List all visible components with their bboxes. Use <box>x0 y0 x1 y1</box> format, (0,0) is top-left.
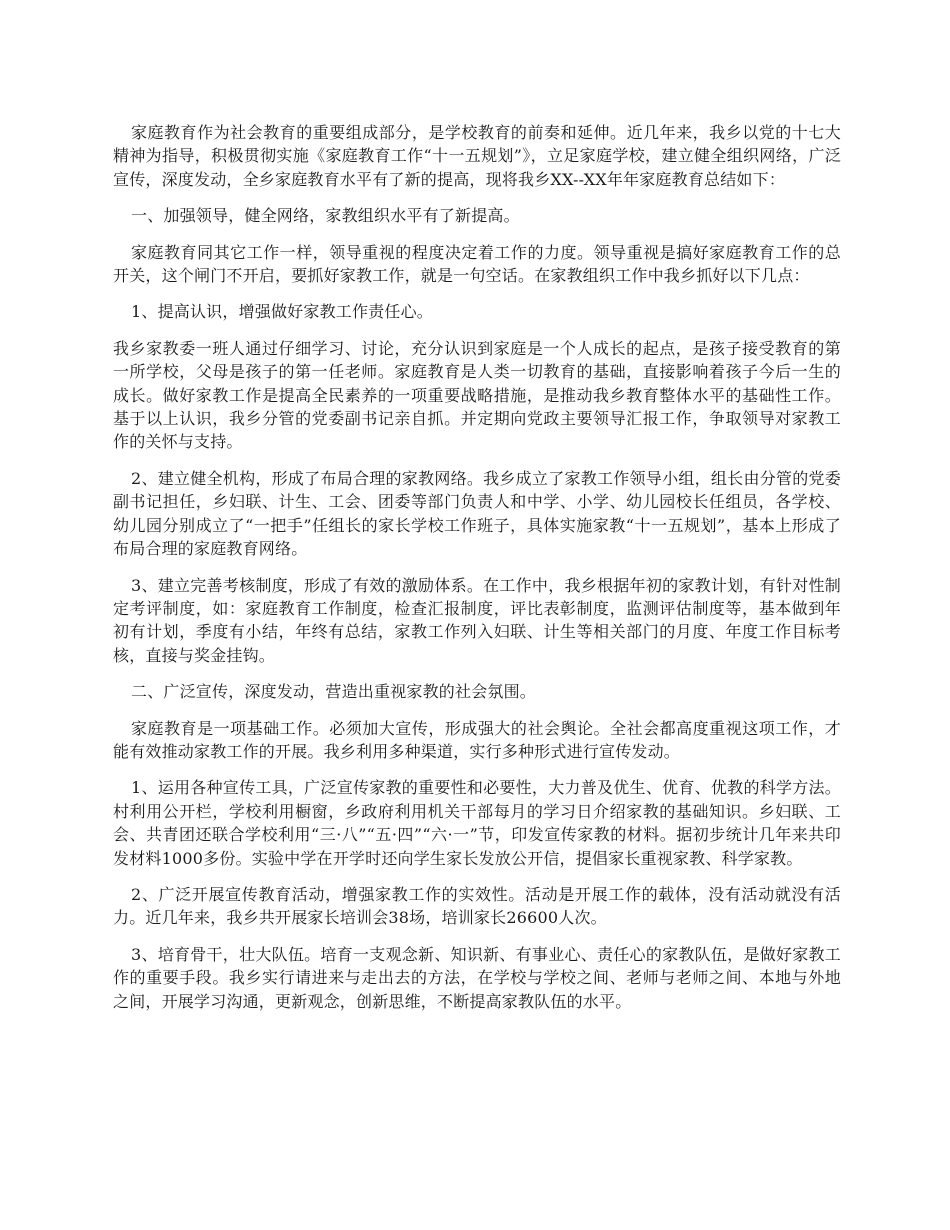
paragraph-intro: 家庭教育作为社会教育的重要组成部分，是学校教育的前奏和延伸。近几年来，我乡以党的十七大精神为指导，积极贯彻实施《家庭教育工作“十一五规划”》，立足家庭学校，建立健全组织网络，广泛宣传，深度发动，全乡家庭教育水平有了新的提高，现将我乡XX--XX年年家庭教育总结如下： <box>113 123 841 189</box>
document-body <box>113 121 841 1026</box>
paragraph-leadership: 家庭教育同其它工作一样，领导重视的程度决定着工作的力度。领导重视是搞好家庭教育工作的总开关，这个闸门不开启，要抓好家教工作，就是一句空话。在家教组织工作中我乡抓好以下几点： <box>113 242 841 286</box>
paragraph-awareness: 我乡家教委一班人通过仔细学习、讨论，充分认识到家庭是一个人成长的起点，是孩子接受教育的第一所学校，父母是孩子的第一任老师。家庭教育是人类一切教育的基础，直接影响着孩子今后一生的成长。做好家教工作是提高全民素养的一项重要战略措施，是推动我乡教育整体水平的基础性工作。基于以上认识，我乡分管的党委副书记亲自抓。并定期向党政主要领导汇报工作，争取领导对家教工作的关怀与支持。 <box>113 338 841 452</box>
paragraph-publicity: 家庭教育是一项基础工作。必须加大宣传，形成强大的社会舆论。全社会都高度重视这项工作，才能有效推动家教工作的开展。我乡利用多种渠道，实行多种形式进行宣传发动。 <box>113 718 841 761</box>
paragraph-assessment: 3、建立完善考核制度，形成了有效的激励体系。在工作中，我乡根据年初的家教计划，有针对性制定考评制度，如：家庭教育工作制度，检查汇报制度，评比表彰制度，监测评估制度等，基本做到年初有计划，季度有小结，年终有总结，家教工作列入妇联、计生等相关部门的月度、年度工作目标考核，直接与奖金挂钩。 <box>113 575 841 665</box>
paragraph-team: 3、培育骨干，壮大队伍。培育一支观念新、知识新、有事业心、责任心的家教队伍，是做好家教工作的重要手段。我乡实行请进来与走出去的方法，在学校与学校之间、老师与老师之间、本地与外地之间，开展学习沟通，更新观念，创新思维，不断提高家教队伍的水平。 <box>113 944 841 1011</box>
subheading-1-1: 1、提高认识，增强做好家教工作责任心。 <box>131 302 433 322</box>
section-heading-1: 一、加强领导，健全网络，家教组织水平有了新提高。 <box>131 206 520 226</box>
paragraph-organization: 2、建立健全机构，形成了布局合理的家教网络。我乡成立了家教工作领导小组，组长由分管的党委副书记担任，乡妇联、计生、工会、团委等部门负责人和中学、小学、幼儿园校长任组员，各学校、幼儿园分别成立了“一把手”任组长的家长学校工作班子，具体实施家教“十一五规划”，基本上形成了布局合理的家庭教育网络。 <box>113 468 841 559</box>
section-heading-2: 二、广泛宣传，深度发动，营造出重视家教的社会氛围。 <box>131 682 537 702</box>
paragraph-activities: 2、广泛开展宣传教育活动，增强家教工作的实效性。活动是开展工作的载体，没有活动就没有活力。近几年来，我乡共开展家长培训会38场，培训家长26600人次。 <box>113 884 841 928</box>
paragraph-tools: 1、运用各种宣传工具，广泛宣传家教的重要性和必要性，大力普及优生、优育、优教的科学方法。村利用公开栏，学校利用橱窗，乡政府利用机关干部每月的学习日介绍家教的基础知识。乡妇联、工会、共青团还联合学校利用“三·八”“五·四”“六·一”节，印发宣传家教的材料。据初步统计几年来共印发材料1000多份。实验中学在开学时还向学生家长发放公开信，提倡家长重视家教、科学家教。 <box>113 778 841 868</box>
